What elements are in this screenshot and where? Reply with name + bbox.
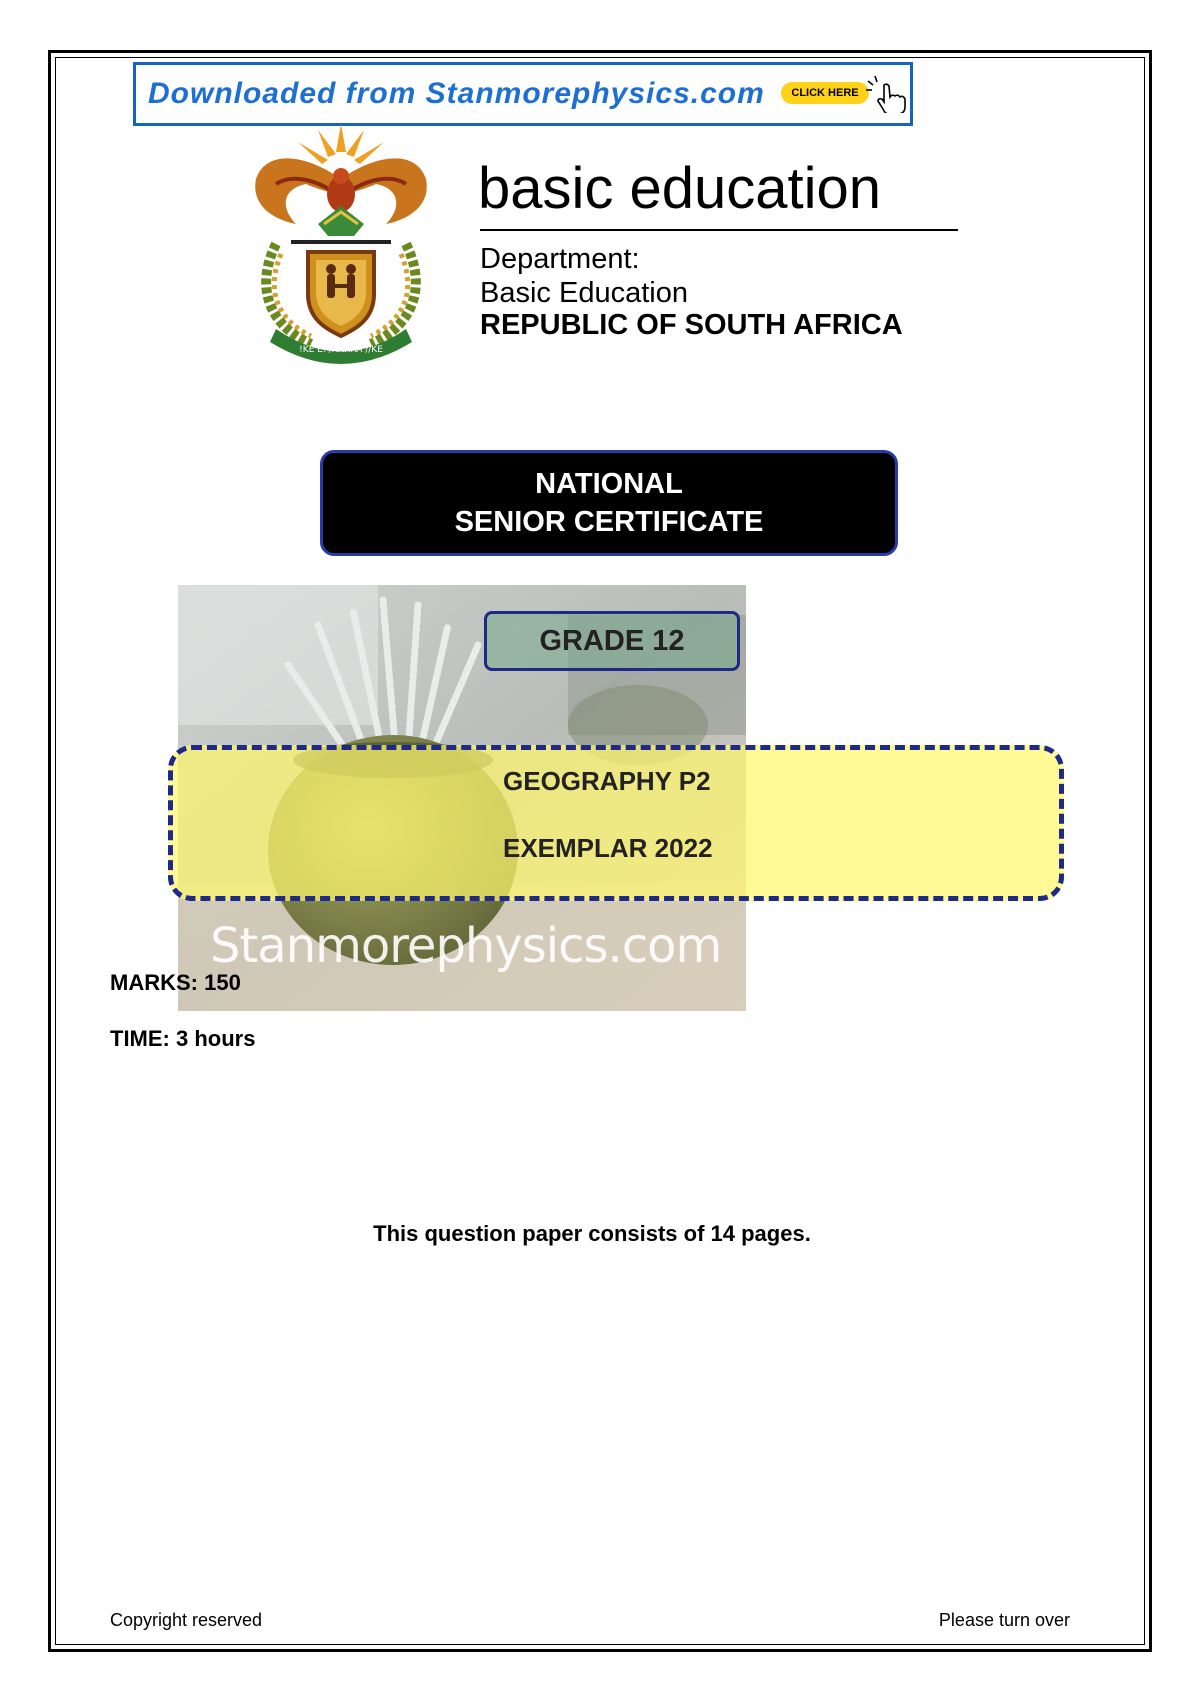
department-line1: Department: [480, 243, 640, 275]
page-count-note [0, 1221, 1200, 1247]
certificate-line1: NATIONAL [535, 468, 683, 500]
brand-divider [480, 229, 958, 231]
grade-label: GRADE 12 [484, 611, 740, 671]
coat-motto: !KE E: /XARRA //KE [299, 345, 383, 355]
download-banner-link[interactable] [133, 62, 913, 126]
pointer-hand-icon [862, 73, 910, 113]
department-label [480, 242, 688, 310]
certificate-line2: SENIOR CERTIFICATE [454, 506, 764, 538]
brand-title: basic education [478, 156, 882, 221]
department-line2: Basic Education [480, 277, 688, 309]
footer-turn-over: Please turn over [938, 1610, 1070, 1630]
footer-copyright: Copyright reserved [110, 1610, 263, 1630]
click-here-button[interactable]: CLICK HERE [781, 82, 869, 104]
coat-of-arms-logo [236, 124, 446, 364]
download-banner-text: Downloaded from Stanmorephysics.com [148, 77, 765, 110]
marks-label: MARKS: 150 [110, 970, 241, 995]
page-count-text: This question paper consists of 14 pages. [373, 1221, 811, 1246]
time-label: TIME: 3 hours [110, 1026, 256, 1051]
country-name: REPUBLIC OF SOUTH AFRICA [480, 309, 903, 341]
paper-edition: EXEMPLAR 2022 [503, 833, 713, 863]
watermark-text: Stanmorephysics.com [210, 918, 722, 974]
subject-title: GEOGRAPHY P2 [503, 766, 711, 796]
certificate-banner [320, 450, 898, 556]
